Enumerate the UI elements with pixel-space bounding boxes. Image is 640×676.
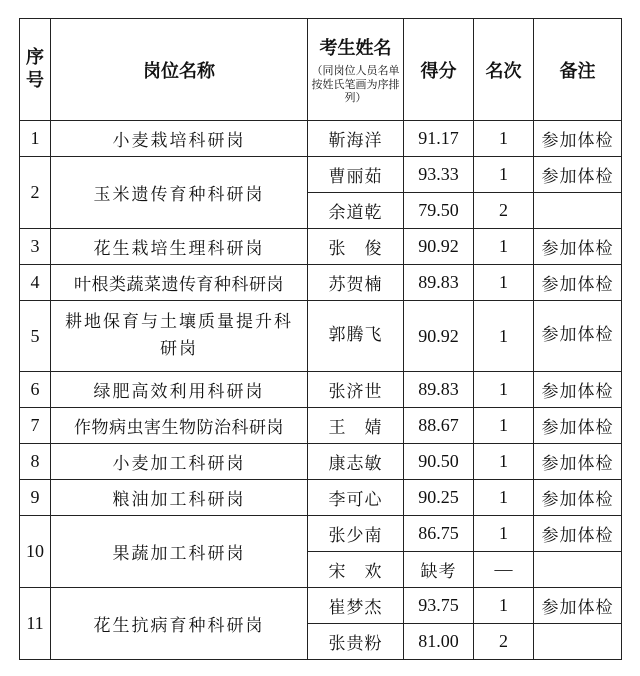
score-cell: 90.92 xyxy=(404,301,474,372)
remark-cell: 参加体检 xyxy=(534,408,622,444)
name-cell: 苏贺楠 xyxy=(308,265,404,301)
score-cell: 缺考 xyxy=(404,552,474,588)
rank-cell: 1 xyxy=(474,265,534,301)
score-cell: 89.83 xyxy=(404,265,474,301)
remark-cell xyxy=(534,193,622,229)
rank-cell: 1 xyxy=(474,444,534,480)
table-body xyxy=(20,121,622,660)
remark-cell: 参加体检 xyxy=(534,121,622,157)
rank-cell: 2 xyxy=(474,624,534,660)
remark-cell: 参加体检 xyxy=(534,372,622,408)
score-cell: 86.75 xyxy=(404,516,474,552)
seq-cell: 6 xyxy=(20,372,51,408)
rank-cell: 1 xyxy=(474,408,534,444)
seq-cell: 4 xyxy=(20,265,51,301)
rank-cell: 1 xyxy=(474,157,534,193)
score-cell: 90.25 xyxy=(404,480,474,516)
score-cell: 90.50 xyxy=(404,444,474,480)
post-cell: 花生栽培生理科研岗 xyxy=(51,229,308,265)
score-cell: 93.75 xyxy=(404,588,474,624)
name-cell: 郭腾飞 xyxy=(308,301,404,372)
rank-cell: 1 xyxy=(474,516,534,552)
name-cell: 张济世 xyxy=(308,372,404,408)
score-cell: 81.00 xyxy=(404,624,474,660)
remark-cell xyxy=(534,624,622,660)
seq-cell: 9 xyxy=(20,480,51,516)
seq-header xyxy=(20,19,51,121)
table-row xyxy=(20,408,622,444)
remark-cell: 参加体检 xyxy=(534,444,622,480)
seq-cell: 10 xyxy=(20,516,51,588)
post-cell: 叶根类蔬菜遗传育种科研岗 xyxy=(51,265,308,301)
score-cell: 88.67 xyxy=(404,408,474,444)
name-header-label: 考生姓名 xyxy=(319,37,392,59)
rank-cell: 1 xyxy=(474,301,534,372)
post-cell: 花生抗病育种科研岗 xyxy=(51,588,308,660)
post-cell: 小麦栽培科研岗 xyxy=(51,121,308,157)
name-cell: 李可心 xyxy=(308,480,404,516)
header-row xyxy=(20,19,622,121)
name-cell: 康志敏 xyxy=(308,444,404,480)
rank-cell: — xyxy=(474,552,534,588)
table-row xyxy=(20,265,622,301)
score-cell: 90.92 xyxy=(404,229,474,265)
table-row xyxy=(20,157,622,193)
seq-cell: 3 xyxy=(20,229,51,265)
rank-header: 名次 xyxy=(474,19,534,121)
score-header: 得分 xyxy=(404,19,474,121)
table-row xyxy=(20,229,622,265)
name-cell: 宋 欢 xyxy=(308,552,404,588)
name-cell: 张少南 xyxy=(308,516,404,552)
name-cell: 曹丽茹 xyxy=(308,157,404,193)
post-cell: 绿肥高效利用科研岗 xyxy=(51,372,308,408)
score-cell: 79.50 xyxy=(404,193,474,229)
remark-cell: 参加体检 xyxy=(534,265,622,301)
rank-cell: 2 xyxy=(474,193,534,229)
post-cell: 玉米遗传育种科研岗 xyxy=(51,157,308,229)
post-cell: 果蔬加工科研岗 xyxy=(51,516,308,588)
table-row xyxy=(20,372,622,408)
remark-cell: 参加体检 xyxy=(534,480,622,516)
table-row xyxy=(20,121,622,157)
remark-cell: 参加体检 xyxy=(534,157,622,193)
table-row xyxy=(20,301,622,372)
name-cell: 靳海洋 xyxy=(308,121,404,157)
seq-cell: 8 xyxy=(20,444,51,480)
name-cell: 王 婧 xyxy=(308,408,404,444)
remark-cell: 参加体检 xyxy=(534,588,622,624)
score-cell: 93.33 xyxy=(404,157,474,193)
seq-cell: 5 xyxy=(20,301,51,372)
remark-cell: 参加体检 xyxy=(534,301,622,372)
table-row xyxy=(20,588,622,624)
post-header: 岗位名称 xyxy=(51,19,308,121)
table-row xyxy=(20,516,622,552)
rank-cell: 1 xyxy=(474,121,534,157)
table-row xyxy=(20,444,622,480)
rank-cell: 1 xyxy=(474,480,534,516)
post-cell: 小麦加工科研岗 xyxy=(51,444,308,480)
seq-header-label: 序号 xyxy=(26,47,44,91)
name-cell: 崔梦杰 xyxy=(308,588,404,624)
score-cell: 89.83 xyxy=(404,372,474,408)
rank-cell: 1 xyxy=(474,372,534,408)
results-table xyxy=(19,18,622,660)
name-cell: 余道乾 xyxy=(308,193,404,229)
name-cell: 张贵粉 xyxy=(308,624,404,660)
post-cell xyxy=(51,301,308,372)
table-row xyxy=(20,480,622,516)
name-header xyxy=(308,19,404,121)
name-header-note: （同岗位人员名单按姓氏笔画为序排列） xyxy=(311,63,400,105)
post-cell: 粮油加工科研岗 xyxy=(51,480,308,516)
remark-cell xyxy=(534,552,622,588)
post-cell-text: 耕地保育与土壤质量提升科研岗 xyxy=(65,311,293,359)
post-cell: 作物病虫害生物防治科研岗 xyxy=(51,408,308,444)
name-cell: 张 俊 xyxy=(308,229,404,265)
remark-cell: 参加体检 xyxy=(534,229,622,265)
seq-cell: 2 xyxy=(20,157,51,229)
remark-cell: 参加体检 xyxy=(534,516,622,552)
rank-cell: 1 xyxy=(474,229,534,265)
seq-cell: 11 xyxy=(20,588,51,660)
remark-header: 备注 xyxy=(534,19,622,121)
seq-cell: 7 xyxy=(20,408,51,444)
rank-cell: 1 xyxy=(474,588,534,624)
seq-cell: 1 xyxy=(20,121,51,157)
score-cell: 91.17 xyxy=(404,121,474,157)
